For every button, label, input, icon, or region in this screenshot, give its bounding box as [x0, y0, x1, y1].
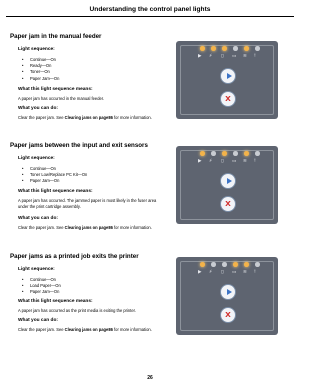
load-paper-light	[233, 46, 238, 51]
control-panel-illustration	[176, 41, 278, 119]
light-sequence-list	[22, 277, 61, 296]
stop-button[interactable]	[220, 307, 236, 323]
stop-button[interactable]	[220, 196, 236, 212]
action-prefix: Clear the paper jam. See	[18, 115, 65, 120]
action-suffix: for more information.	[112, 115, 152, 120]
go-button[interactable]	[220, 173, 236, 189]
continue-icon: ▶	[198, 159, 202, 164]
ready-light	[211, 46, 216, 51]
list-item: • Toner—On	[22, 69, 59, 75]
light-sequence-heading: Light sequence:	[18, 267, 55, 272]
continue-light	[200, 151, 205, 156]
toner-light	[222, 46, 227, 51]
action-heading: What you can do:	[18, 216, 58, 221]
go-button[interactable]	[220, 68, 236, 84]
list-item: • Continue—On	[22, 166, 87, 172]
list-item: • Ready—On	[22, 63, 59, 69]
go-button[interactable]	[220, 284, 236, 300]
clearing-jams-link[interactable]: Clearing jams on page86	[64, 115, 113, 120]
continue-light	[200, 46, 205, 51]
error-light	[255, 46, 260, 51]
load-paper-light	[233, 262, 238, 267]
error-icon: !	[254, 270, 256, 275]
stop-button[interactable]	[220, 91, 236, 107]
ready-icon: ⚡	[209, 270, 213, 275]
ready-icon: ⚡	[209, 159, 213, 164]
means-heading: What this light sequence means:	[18, 87, 93, 92]
means-text: A paper jam has occurred in the manual feeder.	[18, 96, 105, 101]
continue-light	[200, 262, 205, 267]
means-heading: What this light sequence means:	[18, 189, 93, 194]
toner-light	[222, 151, 227, 156]
control-panel-illustration	[176, 146, 278, 224]
paper-jam-light	[244, 151, 249, 156]
light-sequence-list	[22, 166, 87, 185]
section-title: Paper jams between the input and exit sensors	[10, 142, 148, 149]
clearing-jams-link[interactable]: Clearing jams on page86	[64, 225, 113, 230]
ready-light	[211, 262, 216, 267]
load-paper-icon: ▭	[232, 270, 237, 275]
paper-jam-icon: ≋	[243, 159, 247, 164]
error-light	[255, 151, 260, 156]
toner-icon: ▯	[221, 159, 224, 164]
list-item: • Toner Low/Replace PC Kit—On	[22, 172, 87, 178]
toner-icon: ▯	[221, 270, 224, 275]
page-header-title: Understanding the control panel lights	[89, 6, 211, 13]
list-item: • Paper Jam—On	[22, 289, 61, 295]
toner-icon: ▯	[221, 54, 224, 59]
action-suffix: for more information.	[112, 225, 152, 230]
control-panel-illustration	[176, 257, 278, 335]
continue-icon: ▶	[198, 54, 202, 59]
section-exit-jam	[0, 253, 300, 368]
light-sequence-list	[22, 57, 59, 82]
ready-light	[211, 151, 216, 156]
action-prefix: Clear the paper jam. See	[18, 327, 65, 332]
action-text	[18, 327, 163, 333]
load-paper-icon: ▭	[232, 159, 237, 164]
toner-light	[222, 262, 227, 267]
clearing-jams-link[interactable]: Clearing jams on page86	[64, 327, 113, 332]
section-manual-feeder-jam	[0, 33, 300, 133]
section-title: Paper jam in the manual feeder	[10, 33, 102, 40]
means-text: A paper jam has occurred. The jammed paper is most likely in the fuser area under the print cartridge assembly.	[18, 198, 157, 209]
load-paper-icon: ▭	[232, 54, 237, 59]
paper-jam-light	[244, 262, 249, 267]
continue-icon: ▶	[198, 270, 202, 275]
paper-jam-icon: ≋	[243, 270, 247, 275]
list-item: • Paper Jam—On	[22, 76, 59, 82]
means-heading: What this light sequence means:	[18, 299, 93, 304]
ready-icon: ⚡	[209, 54, 213, 59]
error-light	[255, 262, 260, 267]
action-heading: What you can do:	[18, 318, 58, 323]
paper-jam-icon: ≋	[243, 54, 247, 59]
header-rule	[6, 16, 294, 17]
action-text	[18, 225, 163, 231]
action-suffix: for more information.	[112, 327, 152, 332]
list-item: • Continue—On	[22, 277, 61, 283]
light-sequence-heading: Light sequence:	[18, 156, 55, 161]
list-item: • Load Paper—On	[22, 283, 61, 289]
page-number: 26	[147, 375, 153, 381]
means-text: A paper jam has occurred as the print media is exiting the printer.	[18, 308, 136, 313]
action-prefix: Clear the paper jam. See	[18, 225, 65, 230]
action-text	[18, 115, 163, 121]
section-input-exit-sensor-jam	[0, 142, 300, 247]
list-item: • Paper Jam—On	[22, 178, 87, 184]
paper-jam-light	[244, 46, 249, 51]
list-item: • Continue—On	[22, 57, 59, 63]
light-sequence-heading: Light sequence:	[18, 47, 55, 52]
action-heading: What you can do:	[18, 106, 58, 111]
error-icon: !	[254, 54, 256, 59]
load-paper-light	[233, 151, 238, 156]
error-icon: !	[254, 159, 256, 164]
section-title: Paper jams as a printed job exits the printer	[10, 253, 139, 260]
